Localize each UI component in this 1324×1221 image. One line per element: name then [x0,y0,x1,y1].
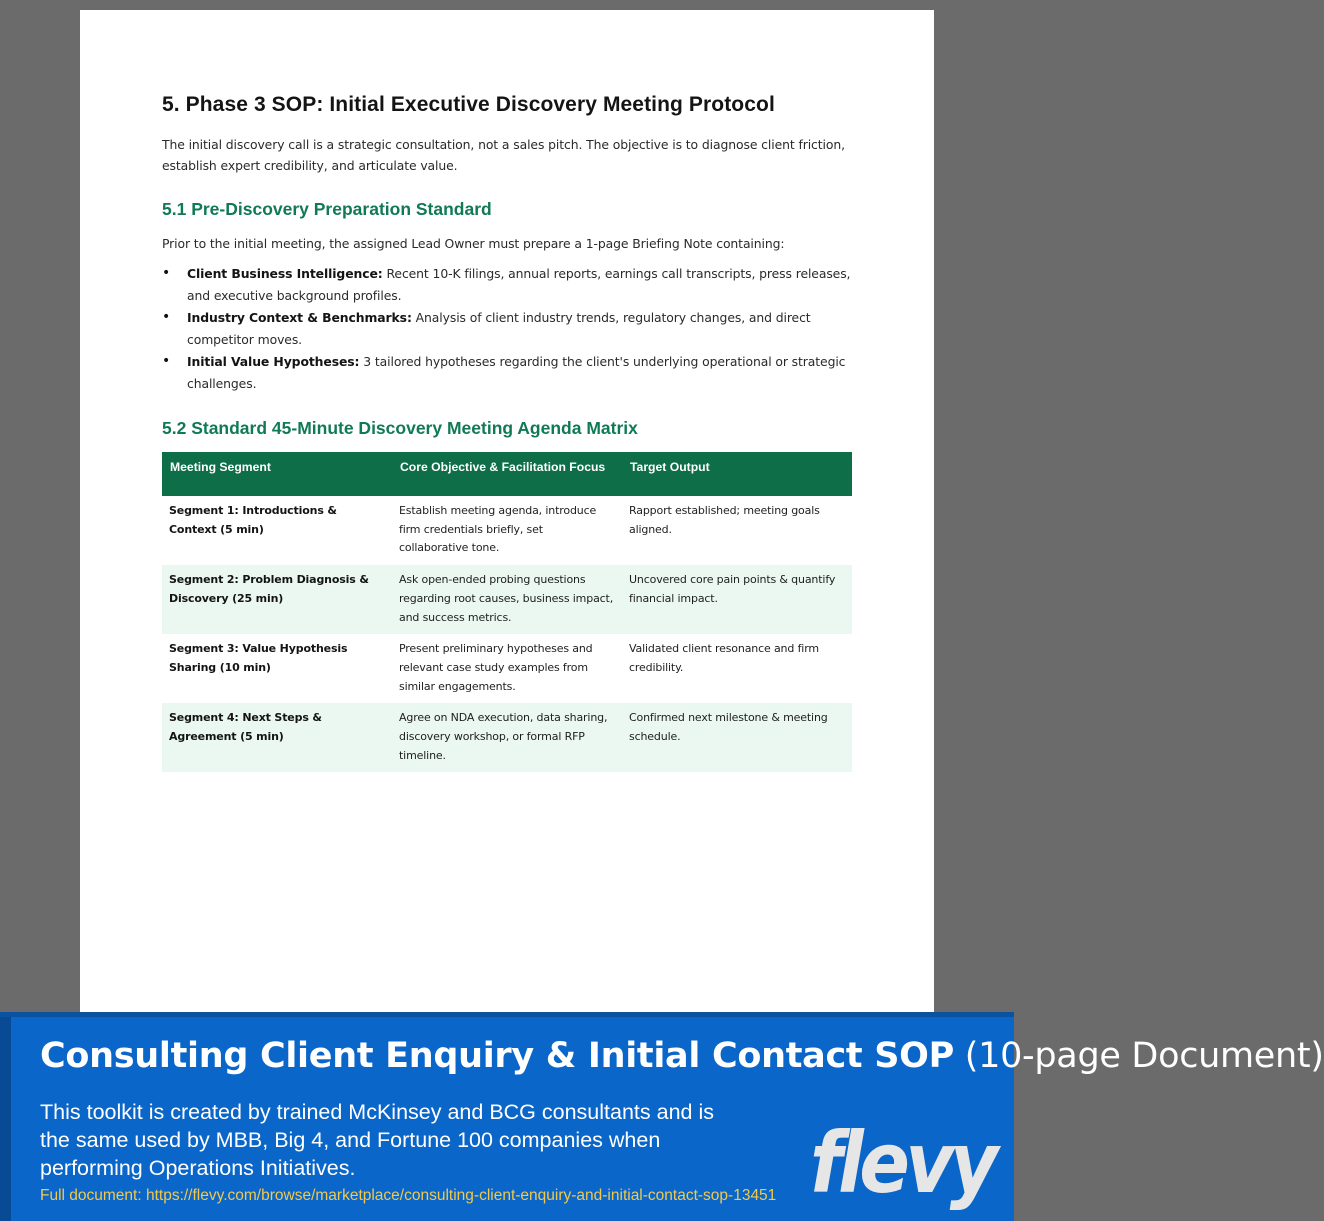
agenda-title: 5.2 Standard 45-Minute Discovery Meeting Agenda Matrix [162,418,638,438]
table-cell-segment: Segment 3: Value Hypothesis Sharing (10 min) [169,642,348,674]
table-cell-objective: Agree on NDA execution, data sharing, discovery workshop, or formal RFP timeline. [392,703,622,772]
table-cell-segment: Segment 2: Problem Diagnosis & Discovery (25 min) [162,565,392,634]
list-item-text: Analysis of client industry trends, regulatory changes, and direct competitor moves. [187,310,811,347]
flevy-logo-text: flevy [810,1114,1002,1212]
section-title: 5. Phase 3 SOP: Initial Executive Discovery Meeting Protocol [162,93,775,116]
table-row [162,703,852,772]
list-item-label: Industry Context & Benchmarks: [187,310,412,325]
table-cell-output: Confirmed next milestone & meeting schedule. [622,703,852,772]
table-row [162,496,852,565]
table-cell-output: Validated client resonance and firm credibility. [629,642,819,674]
page-content [162,93,852,772]
column-header: Target Output [622,452,852,496]
table-cell-output: Rapport established; meeting goals aligned. [629,504,820,536]
document-page [80,10,934,1014]
column-header: Core Objective & Facilitation Focus [392,452,622,496]
banner-title-light: (10-page Document) [964,1036,1324,1076]
bullet-icon: • [162,353,171,369]
banner-top-edge [0,1012,1014,1017]
table-cell-objective: Establish meeting agenda, introduce firm credentials briefly, set collaborative tone. [399,504,597,555]
table-cell-output: Uncovered core pain points & quantify financial impact. [622,565,852,634]
column-header: Meeting Segment [162,452,392,496]
list-item-text: Recent 10-K filings, annual reports, earnings call transcripts, press releases, and executive background profiles. [187,266,851,303]
list-item [162,307,852,350]
agenda-table [162,452,852,772]
flevy-logo [806,1108,1002,1212]
list-item-text: 3 tailored hypotheses regarding the client's underlying operational or strategic challenges. [187,354,846,391]
table-cell-objective: Present preliminary hypotheses and relevant case study examples from similar engagements. [399,642,593,693]
list-item-label: Client Business Intelligence: [187,266,383,281]
table-cell-segment: Segment 1: Introductions & Context (5 min) [169,504,337,536]
list-item [162,263,852,306]
prep-title: 5.1 Pre-Discovery Preparation Standard [162,199,492,219]
table-header-row [162,452,852,496]
table-cell-segment: Segment 4: Next Steps & Agreement (5 min) [162,703,392,772]
document-link[interactable]: Full document: https://flevy.com/browse/marketplace/consulting-client-enquiry-and-initial-contact-sop-13451 [40,1187,777,1204]
list-item-label: Initial Value Hypotheses: [187,354,360,369]
banner-title-bold: Consulting Client Enquiry & Initial Contact SOP [40,1036,954,1076]
list-item [162,351,852,394]
bullet-icon: • [162,309,171,325]
banner-left-edge [0,1017,11,1221]
banner-title [40,1036,1324,1076]
table-cell-objective: Ask open-ended probing questions regarding root causes, business impact, and success metrics. [392,565,622,634]
table-row [162,634,852,703]
prep-list [162,263,852,394]
bullet-icon: • [162,265,171,281]
section-intro: The initial discovery call is a strategic consultation, not a sales pitch. The objective is to diagnose client friction, establish expert credibility, and articulate value. [162,137,845,173]
table-row [162,565,852,634]
prep-intro: Prior to the initial meeting, the assigned Lead Owner must prepare a 1-page Briefing Note containing: [162,236,785,251]
banner-description: This toolkit is created by trained McKinsey and BCG consultants and is the same used by MBB, Big 4, and Fortune 100 companies when performing Operations Initiatives. [40,1100,714,1180]
